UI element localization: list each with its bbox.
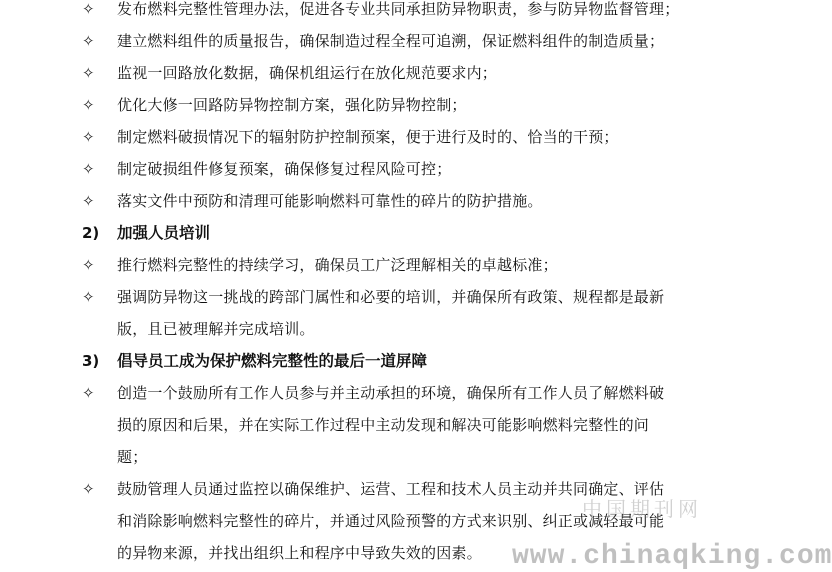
section-heading: [0, 217, 800, 249]
list-item-text: 和消除影响燃料完整性的碎片，并通过风险预警的方式来识别、纠正或减轻最可能: [117, 512, 665, 530]
list-item-text: 强调防异物这一挑战的跨部门属性和必要的培训，并确保所有政策、规程都是最新: [117, 288, 665, 306]
list-item: [0, 25, 800, 57]
section-heading: [0, 345, 800, 377]
list-item: [0, 185, 800, 217]
list-item-text: 损的原因和后果，并在实际工作过程中主动发现和解决可能影响燃料完整性的问: [117, 416, 650, 434]
section-number: 3): [82, 352, 100, 370]
list-item: [0, 89, 800, 121]
list-item-text: 制定燃料破损情况下的辐射防护控制预案，便于进行及时的、恰当的干预；: [117, 128, 619, 146]
list-item-text: 推行燃料完整性的持续学习，确保员工广泛理解相关的卓越标准；: [117, 256, 558, 274]
bullet-diamond-icon: ✧: [82, 480, 95, 498]
list-item: [0, 153, 800, 185]
bullet-diamond-icon: ✧: [82, 384, 95, 402]
list-item-text: 优化大修一回路防异物控制方案，强化防异物控制；: [117, 96, 467, 114]
section-number: 2): [82, 224, 100, 242]
bullet-diamond-icon: ✧: [82, 160, 95, 178]
list-item: [0, 377, 800, 409]
list-item-text: 制定破损组件修复预案，确保修复过程风险可控；: [117, 160, 452, 178]
list-item-continuation: [0, 441, 800, 473]
bullet-diamond-icon: ✧: [82, 0, 95, 18]
list-item: [0, 281, 800, 313]
bullet-diamond-icon: ✧: [82, 256, 95, 274]
bullet-diamond-icon: ✧: [82, 128, 95, 146]
list-item-text: 落实文件中预防和清理可能影响燃料可靠性的碎片的防护措施。: [117, 192, 543, 210]
list-item: [0, 0, 800, 25]
list-item-text: 发布燃料完整性管理办法，促进各专业共同承担防异物职责，参与防异物监督管理；: [117, 0, 680, 18]
bullet-diamond-icon: ✧: [82, 64, 95, 82]
bullet-diamond-icon: ✧: [82, 192, 95, 210]
list-item-continuation: [0, 409, 800, 441]
bullet-diamond-icon: ✧: [82, 96, 95, 114]
list-item-text: 创造一个鼓励所有工作人员参与并主动承担的环境，确保所有工作人员了解燃料破: [117, 384, 665, 402]
watermark-cn: 中国期刊网: [582, 497, 702, 521]
bullet-diamond-icon: ✧: [82, 288, 95, 306]
list-item-text: 建立燃料组件的质量报告，确保制造过程全程可追溯，保证燃料组件的制造质量；: [117, 32, 665, 50]
list-item-text: 监视一回路放化数据，确保机组运行在放化规范要求内；: [117, 64, 498, 82]
section-title: 倡导员工成为保护燃料完整性的最后一道屏障: [117, 352, 428, 370]
list-item: [0, 57, 800, 89]
list-item: [0, 249, 800, 281]
list-item-text: 题；: [117, 448, 148, 466]
list-item-text: 的异物来源，并找出组织上和程序中导致失效的因素。: [117, 544, 482, 562]
list-item-text: 版，且已被理解并完成培训。: [117, 320, 315, 338]
watermark-url: www.chinaqking.com: [512, 541, 832, 572]
list-item: [0, 121, 800, 153]
list-item-continuation: [0, 313, 800, 345]
section-title: 加强人员培训: [117, 224, 211, 242]
bullet-diamond-icon: ✧: [82, 32, 95, 50]
list-item-text: 鼓励管理人员通过监控以确保维护、运营、工程和技术人员主动并共同确定、评估: [117, 480, 665, 498]
